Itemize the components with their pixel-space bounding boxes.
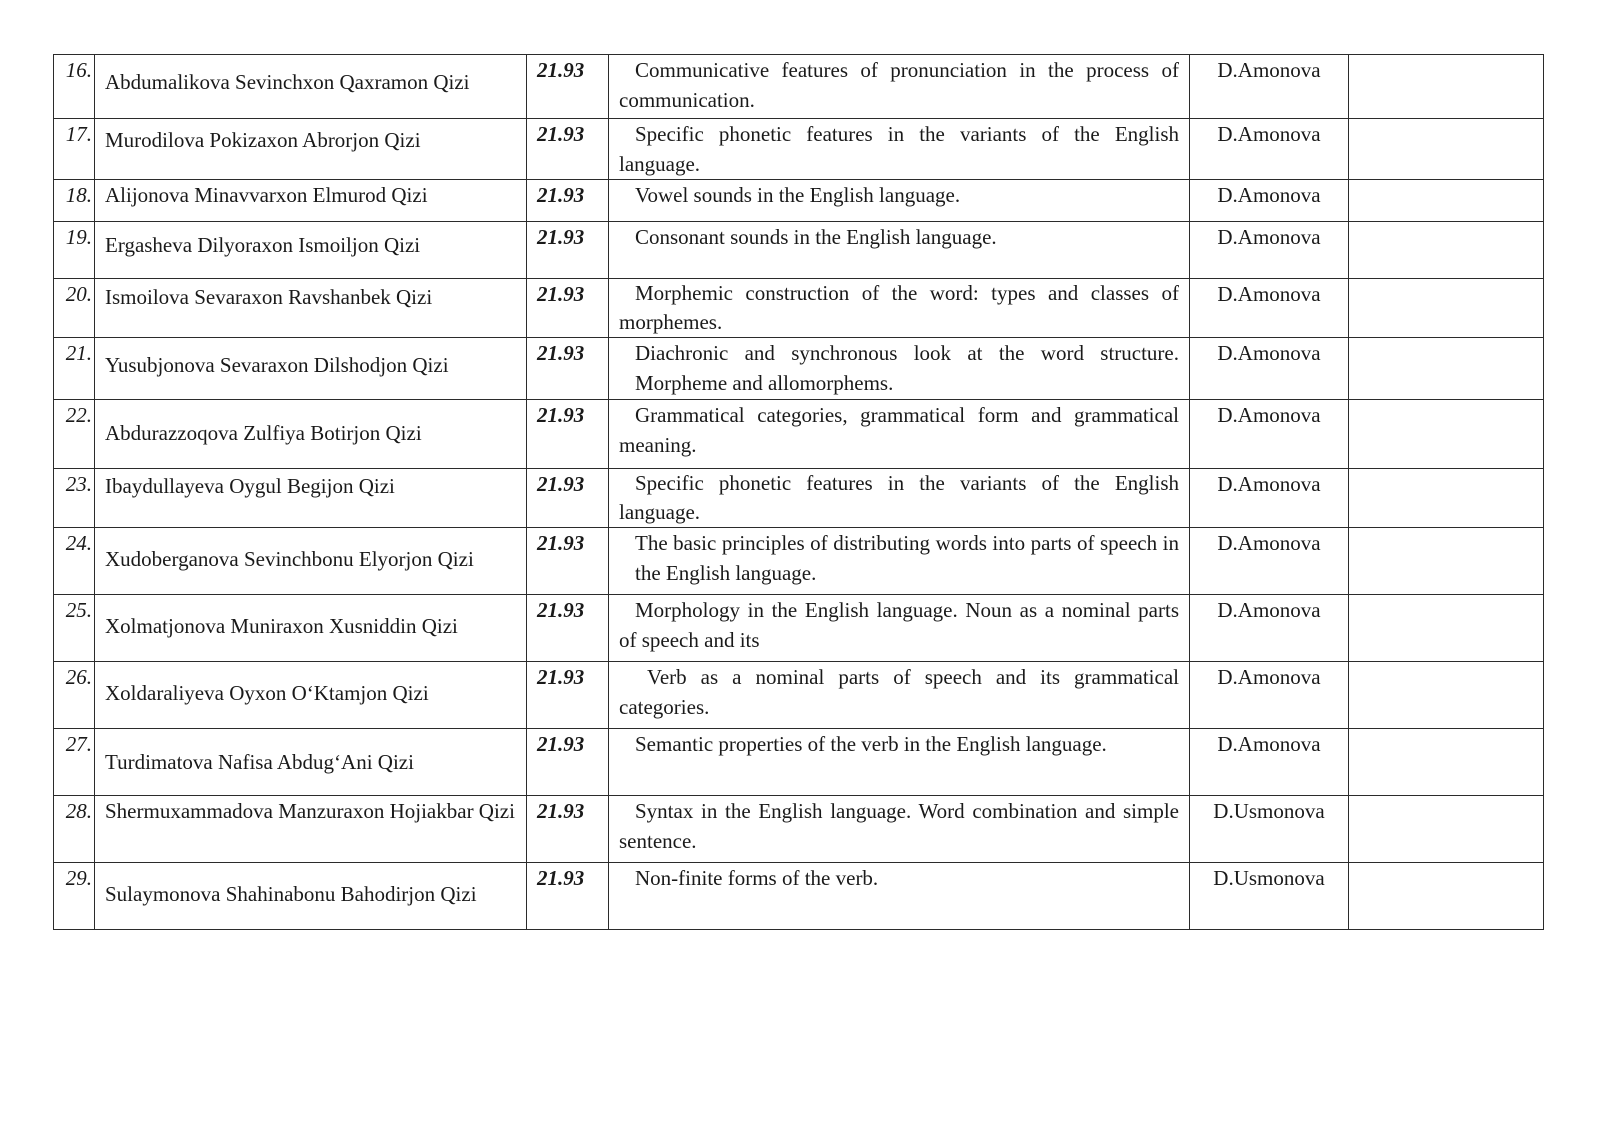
supervisor: D.Usmonova <box>1190 796 1349 863</box>
table-row <box>54 119 1544 180</box>
table-row <box>54 279 1544 338</box>
table-row <box>54 863 1544 930</box>
topic-text: Morphology in the English language. Noun as a nominal parts of speech and its <box>619 598 1179 652</box>
score: 21.93 <box>527 55 609 119</box>
row-number: 20. <box>54 279 95 338</box>
supervisor: D.Amonova <box>1190 180 1349 222</box>
empty-cell <box>1349 662 1544 729</box>
score: 21.93 <box>527 662 609 729</box>
topic-cell <box>609 863 1190 930</box>
table-row <box>54 469 1544 528</box>
student-name: Ismoilova Sevaraxon Ravshanbek Qizi <box>95 279 527 338</box>
topic-cell <box>609 796 1190 863</box>
student-name: Alijonova Minavvarxon Elmurod Qizi <box>95 180 527 222</box>
topic-text: Consonant sounds in the English language. <box>635 225 997 249</box>
score: 21.93 <box>527 119 609 180</box>
table-row <box>54 338 1544 400</box>
empty-cell <box>1349 55 1544 119</box>
topic-cell <box>609 662 1190 729</box>
row-number: 27. <box>54 729 95 796</box>
table-row <box>54 55 1544 119</box>
topic-text: Verb as a nominal parts of speech and its grammatical categories. <box>619 665 1179 719</box>
score: 21.93 <box>527 338 609 400</box>
topic-cell <box>609 595 1190 662</box>
topic-cell <box>609 180 1190 222</box>
topic-text: Communicative features of pronunciation in the process of communication. <box>619 58 1179 112</box>
student-name: Murodilova Pokizaxon Abrorjon Qizi <box>95 119 527 180</box>
table-row <box>54 180 1544 222</box>
supervisor: D.Usmonova <box>1190 863 1349 930</box>
row-number: 26. <box>54 662 95 729</box>
topic-text: Diachronic and synchronous look at the word structure. Morpheme and allomorphems. <box>635 341 1179 395</box>
empty-cell <box>1349 279 1544 338</box>
score: 21.93 <box>527 279 609 338</box>
student-name: Shermuxammadova Manzuraxon Hojiakbar Qizi <box>95 796 527 863</box>
table-row <box>54 222 1544 279</box>
empty-cell <box>1349 119 1544 180</box>
row-number: 25. <box>54 595 95 662</box>
empty-cell <box>1349 528 1544 595</box>
empty-cell <box>1349 338 1544 400</box>
topic-cell <box>609 528 1190 595</box>
topic-cell <box>609 400 1190 469</box>
supervisor: D.Amonova <box>1190 338 1349 400</box>
supervisor: D.Amonova <box>1190 119 1349 180</box>
supervisor: D.Amonova <box>1190 528 1349 595</box>
supervisor: D.Amonova <box>1190 222 1349 279</box>
supervisor: D.Amonova <box>1190 595 1349 662</box>
empty-cell <box>1349 180 1544 222</box>
student-name: Turdimatova Nafisa Abdug‘Ani Qizi <box>95 729 527 796</box>
row-number: 22. <box>54 400 95 469</box>
table-row <box>54 796 1544 863</box>
student-name: Ibaydullayeva Oygul Begijon Qizi <box>95 469 527 528</box>
topic-cell <box>609 469 1190 528</box>
row-number: 17. <box>54 119 95 180</box>
supervisor: D.Amonova <box>1190 55 1349 119</box>
student-name: Ergasheva Dilyoraxon Ismoiljon Qizi <box>95 222 527 279</box>
score: 21.93 <box>527 729 609 796</box>
supervisor: D.Amonova <box>1190 469 1349 528</box>
table-row <box>54 528 1544 595</box>
row-number: 18. <box>54 180 95 222</box>
score: 21.93 <box>527 469 609 528</box>
score: 21.93 <box>527 595 609 662</box>
topic-text: Morphemic construction of the word: types and classes of morphemes. <box>619 281 1179 334</box>
empty-cell <box>1349 595 1544 662</box>
row-number: 24. <box>54 528 95 595</box>
topic-text: Syntax in the English language. Word combination and simple sentence. <box>619 799 1179 853</box>
student-name: Abdurazzoqova Zulfiya Botirjon Qizi <box>95 400 527 469</box>
score: 21.93 <box>527 528 609 595</box>
row-number: 21. <box>54 338 95 400</box>
student-topics-table <box>53 54 1544 930</box>
table-row <box>54 595 1544 662</box>
topic-text: The basic principles of distributing words into parts of speech in the English language. <box>635 531 1179 585</box>
row-number: 28. <box>54 796 95 863</box>
row-number: 16. <box>54 55 95 119</box>
score: 21.93 <box>527 400 609 469</box>
topic-text: Specific phonetic features in the variants of the English language. <box>619 122 1179 176</box>
student-name: Xudoberganova Sevinchbonu Elyorjon Qizi <box>95 528 527 595</box>
student-name: Sulaymonova Shahinabonu Bahodirjon Qizi <box>95 863 527 930</box>
supervisor: D.Amonova <box>1190 729 1349 796</box>
student-name: Yusubjonova Sevaraxon Dilshodjon Qizi <box>95 338 527 400</box>
empty-cell <box>1349 400 1544 469</box>
row-number: 19. <box>54 222 95 279</box>
score: 21.93 <box>527 222 609 279</box>
row-number: 23. <box>54 469 95 528</box>
table-row <box>54 729 1544 796</box>
table-row <box>54 400 1544 469</box>
supervisor: D.Amonova <box>1190 400 1349 469</box>
empty-cell <box>1349 863 1544 930</box>
empty-cell <box>1349 796 1544 863</box>
topic-cell <box>609 279 1190 338</box>
empty-cell <box>1349 729 1544 796</box>
empty-cell <box>1349 469 1544 528</box>
row-number: 29. <box>54 863 95 930</box>
topic-cell <box>609 338 1190 400</box>
topic-cell <box>609 119 1190 180</box>
topic-cell <box>609 55 1190 119</box>
score: 21.93 <box>527 863 609 930</box>
topic-cell <box>609 729 1190 796</box>
supervisor: D.Amonova <box>1190 662 1349 729</box>
score: 21.93 <box>527 180 609 222</box>
topic-text: Semantic properties of the verb in the English language. <box>635 732 1107 756</box>
topic-cell <box>609 222 1190 279</box>
topic-text: Vowel sounds in the English language. <box>635 183 961 207</box>
topic-text: Grammatical categories, grammatical form and grammatical meaning. <box>619 403 1179 457</box>
topic-text: Specific phonetic features in the variants of the English language. <box>619 471 1179 524</box>
student-name: Xolmatjonova Muniraxon Xusniddin Qizi <box>95 595 527 662</box>
empty-cell <box>1349 222 1544 279</box>
student-name: Xoldaraliyeva Oyxon O‘Ktamjon Qizi <box>95 662 527 729</box>
student-name: Abdumalikova Sevinchxon Qaxramon Qizi <box>95 55 527 119</box>
topic-text: Non-finite forms of the verb. <box>635 866 879 890</box>
table-row <box>54 662 1544 729</box>
score: 21.93 <box>527 796 609 863</box>
supervisor: D.Amonova <box>1190 279 1349 338</box>
